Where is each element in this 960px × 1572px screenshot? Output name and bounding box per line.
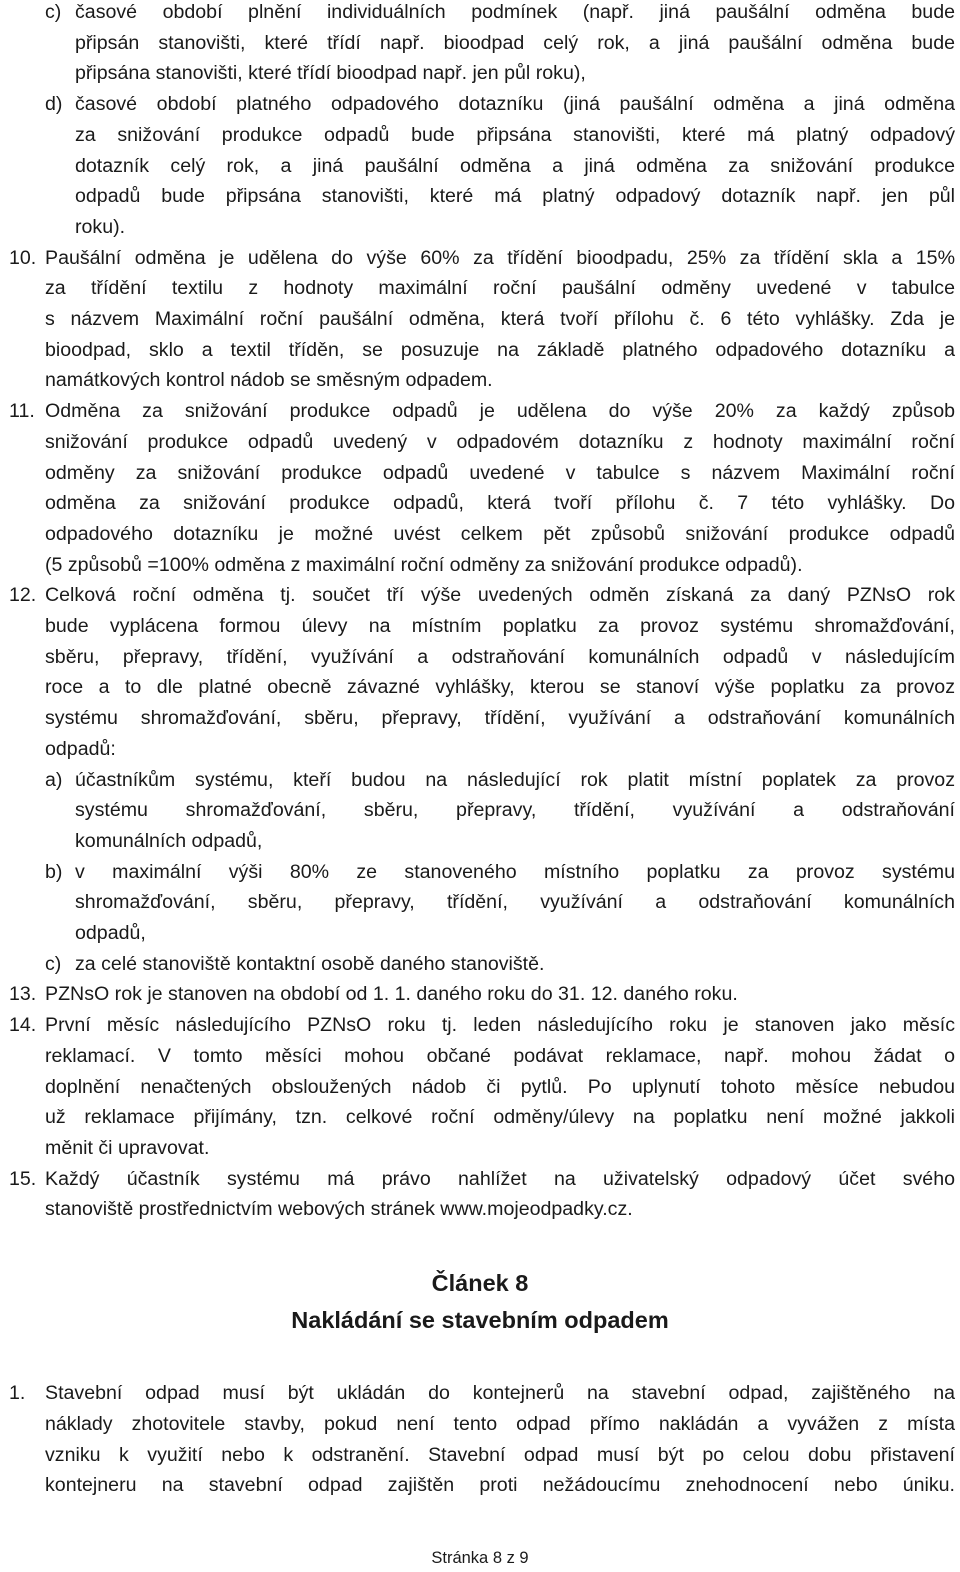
line-text: Odměna za snižování produkce odpadů je udělena do výše 20% za každý způsob xyxy=(45,400,955,423)
text-line xyxy=(0,703,960,734)
line-text: za snižování produkce odpadů bude připsána stanovišti, které má platný odpadový xyxy=(75,123,955,146)
line-text: Celková roční odměna tj. součet tří výše uvedených odměn získaná za daný PZNsO rok xyxy=(45,584,955,607)
text-line xyxy=(0,1164,960,1195)
article-number: Článek 8 xyxy=(431,1270,529,1296)
line-text: shromažďování, sběru, přepravy, třídění, využívání a odstraňování komunálních xyxy=(75,891,955,914)
line-text: s názvem Maximální roční paušální odměna, která tvoří přílohu č. 6 této vyhlášky. Zda je xyxy=(45,308,955,330)
text-line xyxy=(0,1072,960,1103)
text-line xyxy=(0,1440,960,1471)
text-line xyxy=(0,826,960,857)
list-marker: 11. xyxy=(9,400,35,423)
text-line xyxy=(0,734,960,765)
line-text: za třídění textilu z hodnoty maximální roční paušální odměny uvedené v tabulce xyxy=(45,277,955,300)
text-line xyxy=(0,458,960,489)
line-text: Paušální odměna je udělena do výše 60% za třídění bioodpadu, 25% za třídění skla a 15% xyxy=(45,246,955,269)
text-line xyxy=(0,181,960,212)
text-line xyxy=(0,304,960,335)
line-text: připsán stanovišti, které třídí např. bioodpad celý rok, a jiná paušální odměna bude xyxy=(75,31,955,54)
text-line xyxy=(0,918,960,949)
text-line xyxy=(0,273,960,304)
text-line xyxy=(0,1194,960,1225)
list-marker: d) xyxy=(45,93,63,116)
line-text: připsána stanovišti, které třídí bioodpad např. jen půl roku), xyxy=(75,62,586,85)
text-line xyxy=(0,611,960,642)
text-line xyxy=(0,243,960,274)
text-line xyxy=(0,58,960,89)
line-text: náklady zhotovitele stavby, pokud není tento odpad přímo nakládán a vyvážen z místa xyxy=(45,1412,955,1435)
text-line xyxy=(0,1470,960,1501)
list-marker: 13. xyxy=(9,983,37,1006)
list-marker: 14. xyxy=(9,1014,37,1037)
line-text: systému shromažďování, sběru, přepravy, třídění, využívání a odstraňování xyxy=(75,799,955,822)
line-text: už reklamace přijímány, tzn. celkové roční odměny/úlevy na poplatku není možné jakkoli xyxy=(45,1106,955,1129)
page-footer: Stránka 8 z 9 xyxy=(431,1549,529,1567)
line-text: roku). xyxy=(75,215,126,238)
line-text: sběru, přepravy, třídění, využívání a odstraňování komunálních odpadů v následujícím xyxy=(45,645,955,668)
line-text: dotazník celý rok, a jiná paušální odměna a jiná odměna za snižování produkce xyxy=(75,154,955,177)
line-text: časové období platného odpadového dotazníku (jiná paušální odměna a jiná odměna xyxy=(75,93,955,116)
list-marker: c) xyxy=(45,952,62,975)
text-line xyxy=(0,28,960,59)
text-line xyxy=(0,1409,960,1440)
line-text: roce a to dle platné obecně závazné vyhlášky, kterou se stanoví výše poplatku za provoz xyxy=(45,676,955,699)
line-text: odpadů, xyxy=(75,922,146,944)
text-line xyxy=(0,857,960,888)
list-marker: 12. xyxy=(9,584,37,607)
line-text: časové období plnění individuálních podmínek (např. jiná paušální odměna bude xyxy=(75,1,955,23)
text-line xyxy=(0,335,960,366)
text-line xyxy=(0,396,960,427)
list-marker: a) xyxy=(45,768,63,791)
text-line xyxy=(0,949,960,980)
line-text: stanoviště prostřednictvím webových stránek www.mojeodpadky.cz. xyxy=(45,1198,633,1221)
line-text: kontejneru na stavební odpad zajištěn proti nežádoucímu znehodnocení nebo úniku. xyxy=(45,1474,955,1497)
text-line xyxy=(0,1041,960,1072)
line-text: První měsíc následujícího PZNsO roku tj. leden následujícího roku je stanoven jako měsíc xyxy=(45,1014,955,1037)
list-marker: c) xyxy=(45,1,62,23)
list-marker: 1. xyxy=(9,1382,26,1404)
line-text: odpadového dotazníku je možné uvést celkem pět způsobů snižování produkce odpadů xyxy=(45,522,955,545)
text-line xyxy=(0,89,960,120)
line-text: odpadů: xyxy=(45,737,116,760)
text-line xyxy=(0,365,960,396)
line-text: Stavební odpad musí být ukládán do kontejnerů na stavební odpad, zajištěného na xyxy=(45,1382,955,1404)
line-text: komunálních odpadů, xyxy=(75,829,263,852)
text-line xyxy=(0,1010,960,1041)
text-line xyxy=(0,1102,960,1133)
text-line xyxy=(0,979,960,1010)
line-text: vzniku k využití nebo k odstranění. Stavební odpad musí být po celou dobu přistavení xyxy=(45,1443,955,1466)
line-text: namátkových kontrol nádob se směsným odpadem. xyxy=(45,369,493,392)
line-text: PZNsO rok je stanoven na období od 1. 1. daného roku do 31. 12. daného roku. xyxy=(45,983,738,1006)
line-text: účastníkům systému, kteří budou na následující rok platit místní poplatek za provoz xyxy=(75,768,955,791)
line-text: bude vyplácena formou úlevy na místním poplatku za provoz systému shromažďování, xyxy=(45,615,955,637)
text-line xyxy=(0,1378,960,1409)
text-line xyxy=(0,580,960,611)
text-line xyxy=(0,0,960,28)
line-text: bioodpad, sklo a textil tříděn, se posuzuje na základě platného odpadového dotazníku a xyxy=(45,338,955,361)
text-line xyxy=(0,151,960,182)
text-line xyxy=(0,765,960,796)
text-line xyxy=(0,642,960,673)
line-text: odměny za snižování produkce odpadů uvedené v tabulce s názvem Maximální roční xyxy=(45,461,955,484)
line-text: odměna za snižování produkce odpadů, která tvoří přílohu č. 7 této vyhlášky. Do xyxy=(45,492,955,515)
line-text: systému shromažďování, sběru, přepravy, třídění, využívání a odstraňování komunálních xyxy=(45,707,955,730)
article-title: Nakládání se stavebním odpadem xyxy=(291,1307,669,1333)
line-text: za celé stanoviště kontaktní osobě daného stanoviště. xyxy=(75,952,545,975)
text-line xyxy=(0,519,960,550)
text-line xyxy=(0,887,960,918)
line-text: doplnění nenačtených obsloužených nádob či pytlů. Po uplynutí tohoto měsíce nebudou xyxy=(45,1075,955,1098)
list-marker: 15. xyxy=(9,1167,37,1190)
text-line xyxy=(0,550,960,581)
text-line xyxy=(0,120,960,151)
list-marker: b) xyxy=(45,860,63,883)
text-line xyxy=(0,427,960,458)
text-line xyxy=(0,212,960,243)
text-line xyxy=(0,672,960,703)
text-line xyxy=(0,488,960,519)
line-text: měnit či upravovat. xyxy=(45,1136,210,1159)
line-text: Každý účastník systému má právo nahlížet na uživatelský odpadový účet svého xyxy=(45,1167,955,1190)
text-line xyxy=(0,1133,960,1164)
line-text: snižování produkce odpadů uvedený v odpadovém dotazníku z hodnoty maximální roční xyxy=(45,430,955,453)
list-marker: 10. xyxy=(9,246,37,269)
line-text: odpadů bude připsána stanovišti, které má platný odpadový dotazník např. jen půl xyxy=(75,185,955,208)
text-line xyxy=(0,795,960,826)
line-text: reklamací. V tomto měsíci mohou občané podávat reklamace, např. mohou žádat o xyxy=(45,1044,955,1067)
line-text: (5 způsobů =100% odměna z maximální roční odměny za snižování produkce odpadů). xyxy=(45,553,803,576)
line-text: v maximální výši 80% ze stanoveného místního poplatku za provoz systému xyxy=(75,860,955,883)
